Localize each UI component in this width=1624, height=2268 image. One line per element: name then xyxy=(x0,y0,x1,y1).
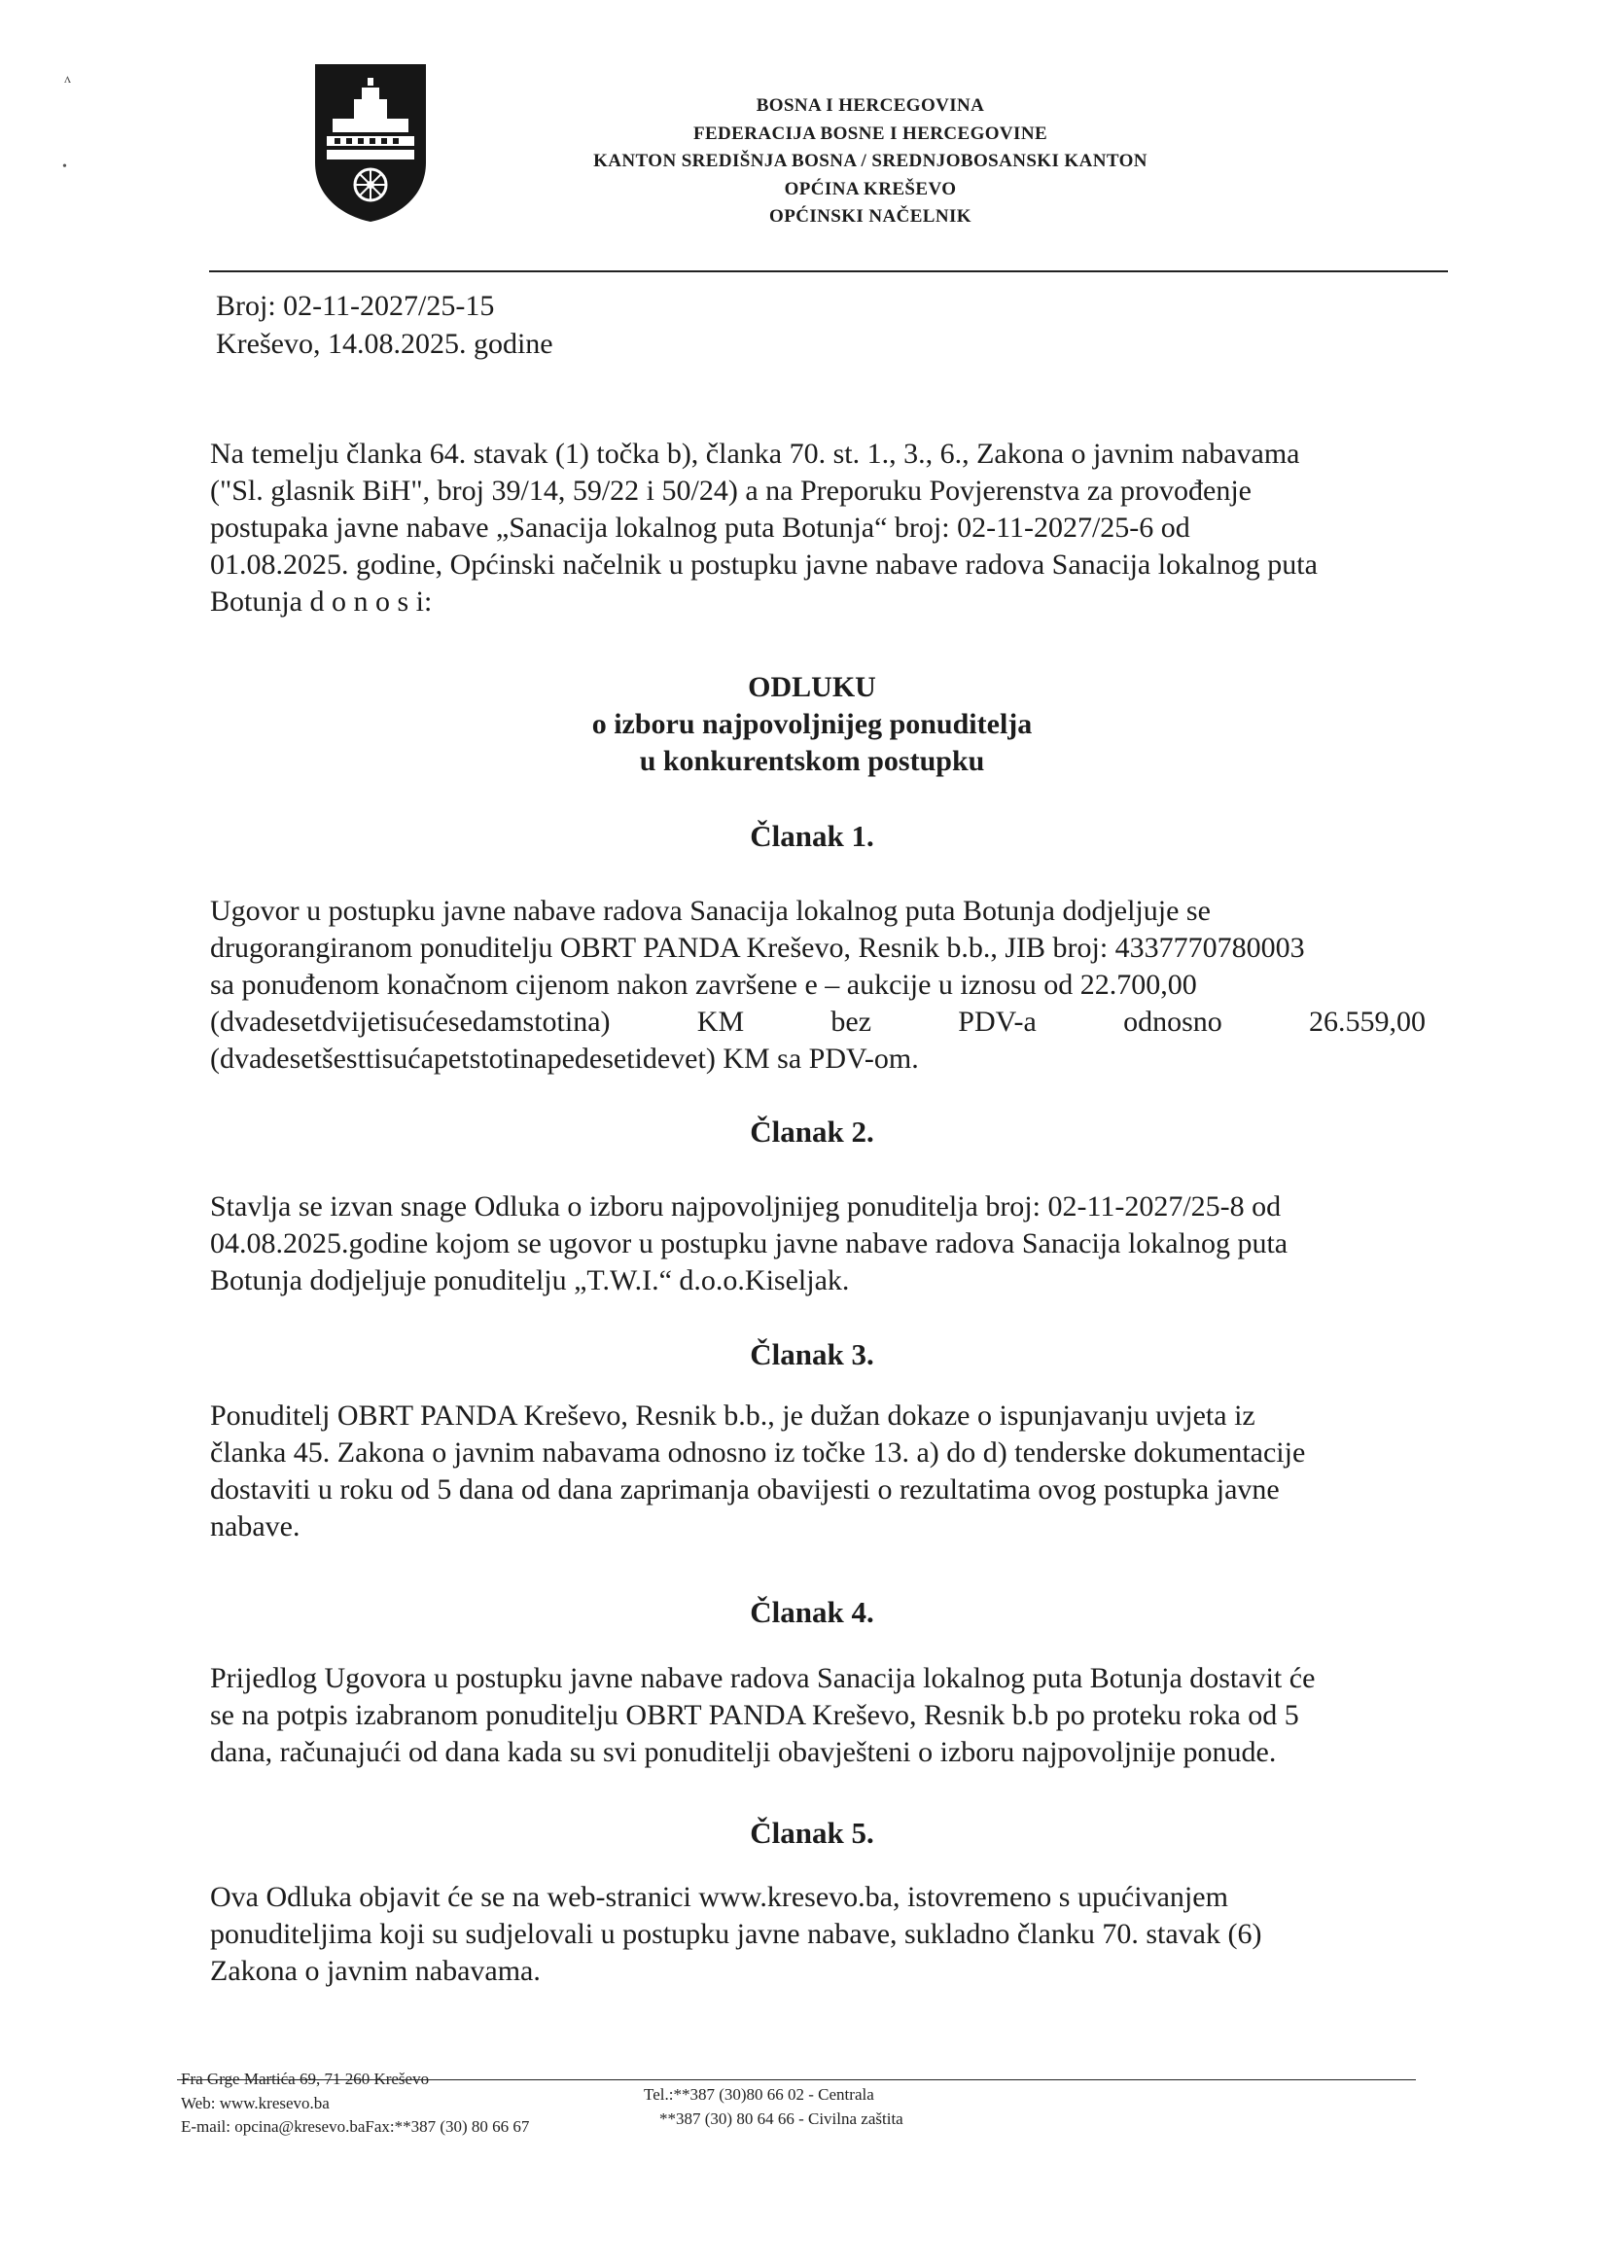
article-line: ponuditeljima koji su sudjelovali u postupku javne nabave, sukladno članku 70. stavak (6) xyxy=(210,1918,1262,1951)
preamble xyxy=(210,436,1426,620)
article-line: Prijedlog Ugovora u postupku javne nabave radova Sanacija lokalnog puta Botunja dostavit će xyxy=(210,1662,1316,1694)
footer-tel-central: Tel.:**387 (30)80 66 02 - Centrala xyxy=(644,2085,874,2104)
article-line: dana, računajući od dana kada su svi ponuditelji obavješteni o izboru najpovoljnije ponude. xyxy=(210,1736,1277,1769)
municipality-crest-logo xyxy=(311,60,430,224)
header-office: OPĆINSKI NAČELNIK xyxy=(769,206,971,227)
article-line: Zakona o javnim nabavama. xyxy=(210,1955,541,1988)
article-line: se na potpis izabranom ponuditelju OBRT PANDA Kreševo, Resnik b.b po proteku roka od 5 xyxy=(210,1699,1299,1732)
article-line: drugorangiranom ponuditelju OBRT PANDA Kreševo, Resnik b.b., JIB broj: 4337770780003 xyxy=(210,932,1305,965)
decision-title xyxy=(0,669,1624,780)
title-subtitle-2: u konkurentskom postupku xyxy=(639,745,985,778)
article-line: nabave. xyxy=(210,1510,300,1543)
preamble-line: Na temelju članka 64. stavak (1) točka b), članka 70. st. 1., 3., 6., Zakona o javnim nabavama xyxy=(210,438,1300,470)
article-2-body xyxy=(210,1188,1426,1299)
header-municipality: OPĆINA KREŠEVO xyxy=(784,178,957,199)
article-5-body xyxy=(210,1879,1426,1990)
footer-tel-civil: **387 (30) 80 64 66 - Civilna zaštita xyxy=(659,2109,903,2128)
title-subtitle: o izboru najpovoljnijeg ponuditelja xyxy=(591,708,1033,741)
article-2-heading: Članak 2. xyxy=(750,1115,874,1149)
article-line: članka 45. Zakona o javnim nabavama odnosno iz točke 13. a) do d) tenderske dokumentacije xyxy=(210,1436,1306,1470)
footer-web: Web: www.kresevo.ba xyxy=(181,2093,330,2112)
document-place-date: Kreševo, 14.08.2025. godine xyxy=(216,328,553,360)
footer-contact-right xyxy=(644,2083,903,2131)
document-number: Broj: 02-11-2027/25-15 xyxy=(216,290,495,322)
article-line: Ugovor u postupku javne nabave radova Sanacija lokalnog puta Botunja dodjeljuje se xyxy=(210,895,1211,927)
article-5-heading: Članak 5. xyxy=(750,1816,874,1850)
margin-mark: ʌ xyxy=(64,72,71,87)
article-4-body xyxy=(210,1660,1426,1771)
header-canton: KANTON SREDIŠNJA BOSNA / SREDNJOBOSANSKI KANTON xyxy=(593,151,1147,171)
preamble-line: ("Sl. glasnik BiH", broj 39/14, 59/22 i 50/24) a na Preporuku Povjerenstva za provođenje xyxy=(210,475,1252,508)
header-country: BOSNA I HERCEGOVINA xyxy=(756,95,985,116)
article-line: Ponuditelj OBRT PANDA Kreševo, Resnik b.b., je dužan dokaze o ispunjavanju uvjeta iz xyxy=(210,1400,1255,1432)
preamble-line: postupaka javne nabave „Sanacija lokalnog puta Botunja“ broj: 02-11-2027/25-6 od xyxy=(210,512,1190,545)
header-federation: FEDERACIJA BOSNE I HERCEGOVINE xyxy=(692,123,1048,144)
article-line: dostaviti u roku od 5 dana od dana zaprimanja obavijesti o rezultatima ovog postupka javne xyxy=(210,1473,1280,1506)
preamble-line: 01.08.2025. godine, Općinski načelnik u postupku javne nabave radova Sanacija lokalnog puta xyxy=(210,549,1318,582)
article-line: sa ponuđenom konačnom cijenom nakon završene e – aukcije u iznosu od 22.700,00 xyxy=(210,969,1197,1002)
title-main: ODLUKU xyxy=(748,671,876,703)
article-line: (dvadesetšesttisućapetstotinapedesetidevet) KM sa PDV-om. xyxy=(210,1043,919,1076)
footer-contact-left xyxy=(181,2068,529,2140)
article-line: (dvadesetdvijetisućesedamstotina) KM bez PDV-a odnosno 26.559,00 xyxy=(210,1006,1426,1039)
article-line: Ova Odluka objavit će se na web-stranici www.kresevo.ba, istovremeno s upućivanjem xyxy=(210,1881,1228,1913)
footer-address: Fra Grge Martića 69, 71 260 Kreševo xyxy=(181,2070,430,2088)
document-meta xyxy=(216,287,553,363)
footer-email-fax: E-mail: opcina@kresevo.baFax:**387 (30) 80 66 67 xyxy=(181,2117,530,2137)
margin-dot: • xyxy=(62,159,67,174)
article-1-heading: Članak 1. xyxy=(750,819,874,853)
article-1-body xyxy=(210,893,1426,1078)
letterhead xyxy=(545,92,1196,231)
article-3-body xyxy=(210,1398,1426,1545)
header-divider xyxy=(209,270,1448,272)
article-line: 04.08.2025.godine kojom se ugovor u postupku javne nabave radova Sanacija lokalnog puta xyxy=(210,1227,1289,1260)
article-3-heading: Članak 3. xyxy=(750,1337,874,1371)
article-line: Stavlja se izvan snage Odluka o izboru najpovoljnijeg ponuditelja broj: 02-11-2027/25-8 od xyxy=(210,1190,1282,1223)
article-line: Botunja dodjeljuje ponuditelju „T.W.I.“ d.o.o.Kiseljak. xyxy=(210,1264,850,1297)
article-4-heading: Članak 4. xyxy=(750,1595,874,1629)
preamble-line: Botunja d o n o s i: xyxy=(210,585,433,619)
